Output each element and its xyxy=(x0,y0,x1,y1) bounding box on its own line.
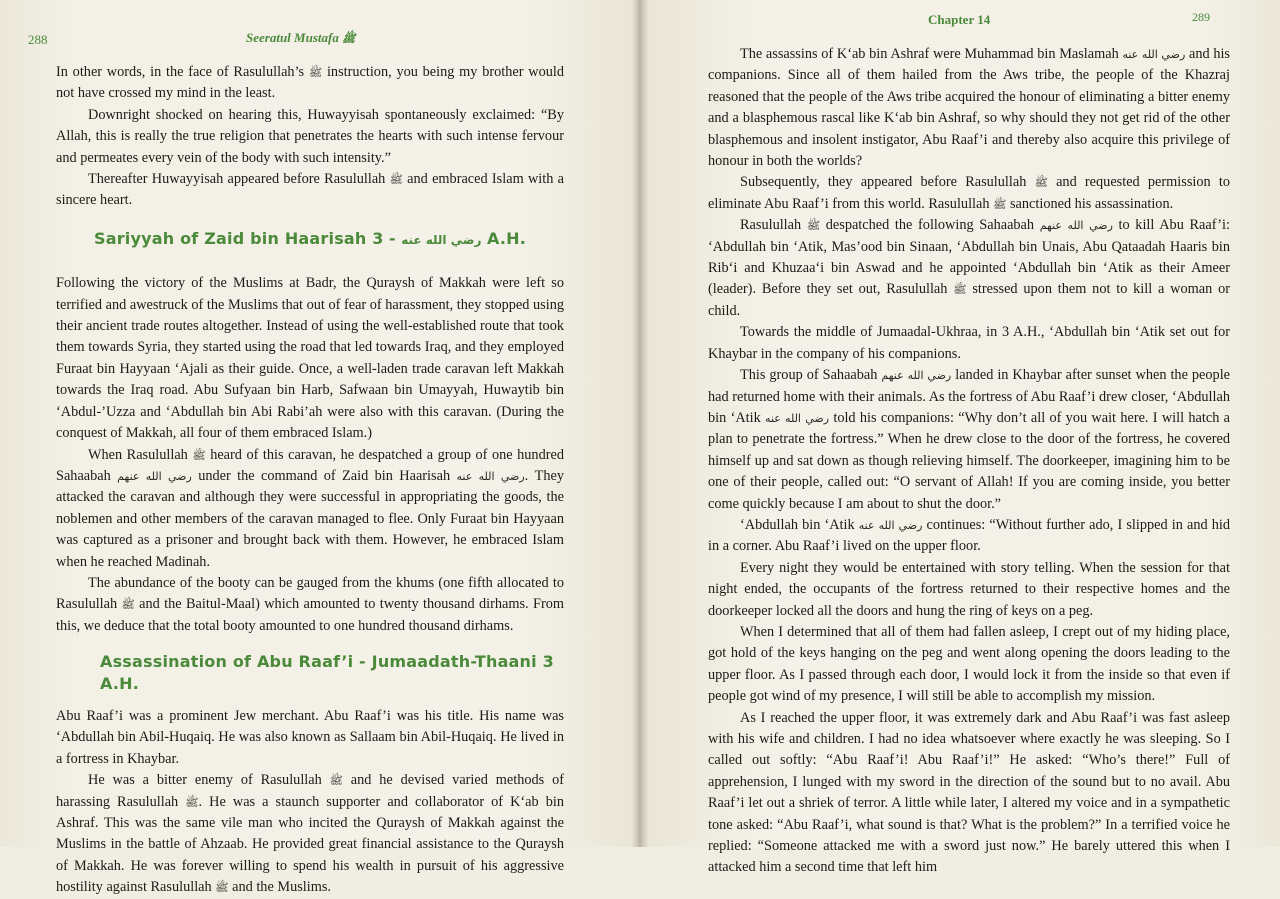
paragraph xyxy=(56,169,564,212)
text-run: Towards the middle of Jumaadal-Ukhraa, in 3 A.H., ‘Abdullah bin ‘Atik set out for Khaybar in the company of his companions. xyxy=(708,324,1230,362)
honorific: رضي الله عنه xyxy=(456,469,525,483)
text-run: Sariyyah of Zaid bin Haarisah xyxy=(94,228,373,248)
honorific: ﷺ xyxy=(308,66,323,79)
text-run: In other words, in the face of Rasulullah’s xyxy=(56,64,309,80)
left-page xyxy=(0,0,636,896)
honorific: ﷺ xyxy=(329,774,343,788)
honorific: رضي الله عنهم xyxy=(1039,219,1113,233)
paragraph xyxy=(708,515,1230,558)
chapter-label: Chapter 14 xyxy=(928,12,991,27)
honorific: ﷺ xyxy=(1034,176,1048,190)
text-run: and his companions. Since all of them hailed from the Aws tribe, the people of the Khazraj reasoned that the people of the Aws tribe acquired the honour of eliminating a bitter enemy and a blasphemous rascal like K‘ab bin Ashraf, so why should they not get rid of the other blasphemous and insolent instigator, Abu Raaf’i and thereby also acquire this privilege of honour in both the worlds? xyxy=(708,46,1230,170)
text-run: The abundance of the booty can be gauged from the khums (one fifth allocated to Rasulullah xyxy=(56,574,564,613)
paragraph xyxy=(708,44,1230,172)
running-header-title: Seeratul Mustafa xyxy=(246,30,339,45)
running-header xyxy=(246,30,355,48)
text-run: and embraced Islam with a sincere heart. xyxy=(56,171,564,209)
honorific: ﷺ xyxy=(121,598,135,612)
text-run: Following the victory of the Muslims at Badr, the Quraysh of Makkah were left so terrified and awestruck of the Muslims that out of fear of harassment, they stopped using their ancient trade routes altogether. Instead of using the well-established route that took them towards Syria, they started using the road that led towards Iraq, and they employed Furaat bin Hayyaan ‘Ajali as their guide. Once, a well-laden trade caravan left Makkah towards the Iraq road. Abu Sufyaan bin Harb, Safwaan bin Umayyah, Huwaytib bin ‘Abdul-’Uzza and ‘Abdullah bin Abi Rabi’ah were also with this caravan. (During the conquest of Makkah, all four of them embraced Islam.) xyxy=(56,275,564,442)
paragraph xyxy=(708,322,1230,365)
text-run: He was a bitter enemy of Rasulullah xyxy=(88,772,330,789)
text-run: heard of this caravan, he despatched a group of one hundred Sahaabah xyxy=(56,446,564,484)
text-run: under the command of Zaid bin Haarisah xyxy=(191,467,457,484)
text-run: landed in Khaybar after sunset when the people had returned home with their animals. As the fortress of Abu Raaf’i drew closer, ‘Abdullah bin ‘Atik xyxy=(708,367,1231,426)
honorific: ﷺ xyxy=(215,881,229,895)
text-run: and he devised varied methods of harassing Rasulullah xyxy=(56,772,564,810)
text-run: This group of Sahaabah xyxy=(740,367,882,384)
paragraph xyxy=(708,172,1230,215)
section-heading xyxy=(56,228,564,251)
honorific: رضي الله عنهم xyxy=(117,469,192,483)
left-page-number: 288 xyxy=(28,32,48,47)
text-run: The assassins of K‘ab bin Ashraf were Muhammad bin Maslamah xyxy=(740,46,1123,62)
text-run: Subsequently, they appeared before Rasulullah xyxy=(740,174,1035,191)
text-run: Thereafter Huwayyisah appeared before Rasulullah xyxy=(88,171,390,188)
honorific: ﷺ xyxy=(806,219,821,233)
paragraph xyxy=(708,622,1230,708)
paragraph xyxy=(56,273,564,444)
text-run: and the Baitul-Maal) which amounted to twenty thousand dirhams. From this, we deduce that the total booty amounted to one hundred thousand dirhams. xyxy=(56,596,564,634)
text-run: stressed upon them not to kill a woman or child. xyxy=(708,281,1230,319)
running-header-honorific: ﷺ xyxy=(342,33,356,45)
text-run: continues: “Without further ado, I slipped in and hid in a corner. Abu Raaf’i lived on the upper floor. xyxy=(708,516,1231,555)
left-page-body xyxy=(56,62,564,899)
text-run: When I determined that all of them had fallen asleep, I crept out of my hiding place, got hold of the keys hanging on the peg and went along opening the doors leading to the upper floor. As I passed through each door, I would lock it from the inside so that even if people got wind of my presence, I will still be able to accomplish my mission. xyxy=(708,623,1230,705)
paragraph xyxy=(708,215,1230,322)
text-run: When Rasulullah xyxy=(88,446,193,463)
text-run: told his companions: “Why don’t all of you wait here. I will hatch a plan to penetrate the fortress.” When he drew close to the door of the fortress, he covered himself up and sat down as though relieving himself. The doorkeeper, imagining him to be one of their people, called out: “O servant of Allah! If you are coming inside, you better come quickly because I am about to shut the door.” xyxy=(708,409,1230,512)
text-run: to kill Abu Raaf’i: ‘Abdullah bin ‘Atik, Mas’ood bin Sinaan, ‘Abdullah bin Unais, Abu Qataadah Haaris bin Rib‘i and Khuzaa‘i bin Aswad and he appointed ‘Abdullah bin ‘Atik as their Ameer (leader). Before they set out, Rasulullah xyxy=(708,217,1230,298)
paragraph xyxy=(708,558,1230,622)
text-run: Every night they would be entertained with story telling. When the session for that night ended, the occupants of the fortress returned to their respective homes and the doorkeeper locked all the doors and hung the ring of keys on a peg. xyxy=(708,559,1230,619)
right-page-number: 289 xyxy=(1192,10,1210,24)
honorific: رضي الله عنه xyxy=(1122,48,1186,61)
paragraph xyxy=(56,105,564,169)
honorific: ﷺ xyxy=(993,197,1007,211)
right-page xyxy=(644,0,1280,876)
honorific: ﷺ xyxy=(389,173,403,187)
honorific: رضي الله عنه xyxy=(401,232,482,247)
honorific: ﷺ xyxy=(953,283,967,297)
paragraph xyxy=(708,365,1230,515)
honorific: ﷺ xyxy=(185,795,199,809)
right-page-body xyxy=(708,44,1230,879)
text-run: ‘Abdullah bin ‘Atik xyxy=(740,516,859,533)
text-run: despatched the following Sahaabah xyxy=(820,217,1040,234)
text-run: and requested permission to eliminate Abu Raaf’i from this world. Rasulullah xyxy=(708,174,1230,212)
paragraph xyxy=(56,573,564,637)
paragraph xyxy=(56,706,564,770)
text-run: sanctioned his assassination. xyxy=(1006,195,1174,212)
text-run: Rasulullah xyxy=(740,217,807,234)
text-run: As I reached the upper floor, it was extremely dark and Abu Raaf’i was fast asleep with his wife and children. I had no idea whatsoever where exactly he was sleeping. So I called out softly: “Abu Raaf’i! Abu Raaf’i!” He asked: “Who’s there!” Full of apprehension, I lunged with my sword in the direction of the sound but to no avail. Abu Raaf’i let out a shriek of terror. A little while later, I altered my voice and in a sympathetic tone asked: “Abu Raaf’i, what sound is that? What is the problem?” In a terrified voice he replied: “Someone attacked me with a sword just now.” He barely uttered this when I attacked him a second time that left him xyxy=(708,709,1230,876)
text-run: Assassination of Abu Raaf’i - Jumaadath-Thaani 3 A.H. xyxy=(100,652,554,693)
text-run: . They attacked the caravan and although they were successful in appropriating the goods, the noblemen and other members of the caravan managed to flee. Only Furaat bin Hayyaan was captured as a prisoner and brought back with them. However, he embraced Islam when he reached Madinah. xyxy=(56,467,564,570)
honorific: رضي الله عنه xyxy=(858,518,923,532)
paragraph xyxy=(56,62,564,105)
text-run: Downright shocked on hearing this, Huwayyisah spontaneously exclaimed: “By Allah, this is really the true religion that penetrates the hearts with such intense fervour and permeates every vein of the body with such intensity.” xyxy=(56,106,564,166)
section-heading xyxy=(100,651,564,694)
paragraph xyxy=(56,770,564,898)
honorific: رضي الله عنهم xyxy=(881,369,952,383)
text-run: and the Muslims. xyxy=(228,879,332,896)
text-run: Abu Raaf’i was a prominent Jew merchant. Abu Raaf’i was his title. His name was ‘Abdullah bin Abil-Huqaiq. He was also known as Sallaam bin Abil-Huqaiq. He lived in a fortress in Khaybar. xyxy=(56,707,564,767)
honorific: ﷺ xyxy=(192,448,206,462)
text-run: . He was a staunch supporter and collaborator of K‘ab bin Ashraf. This was the same vile man who incited the Quraysh of Makkah against the Muslims in the battle of Ahzaab. He provided great financial assistance to the Quraysh of Makkah. He was forever willing to spend his wealth in pursuit of his aggressive hostility against Rasulullah xyxy=(56,793,564,896)
honorific: رضي الله عنه xyxy=(765,411,830,425)
paragraph xyxy=(56,445,564,573)
text-run: - 3 A.H. xyxy=(372,228,526,248)
paragraph xyxy=(708,708,1230,879)
text-run: instruction, you being my brother would not have crossed my mind in the least. xyxy=(56,64,564,102)
